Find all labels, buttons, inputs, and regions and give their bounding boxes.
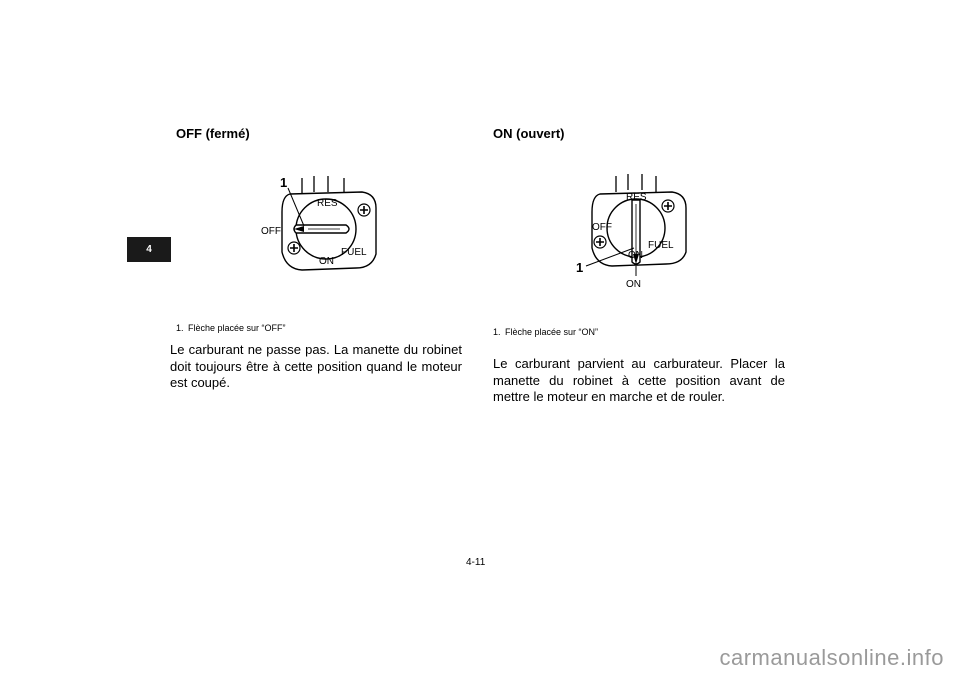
label-off: OFF	[261, 226, 281, 237]
label-on-below: ON	[626, 279, 641, 290]
label-res: RES	[626, 192, 647, 203]
label-fuel: FUEL	[341, 247, 367, 258]
off-caption	[176, 323, 286, 333]
fuel-cock-on-diagram	[572, 170, 694, 294]
label-on: ON	[628, 250, 643, 261]
label-res: RES	[317, 198, 338, 209]
label-fuel: FUEL	[648, 240, 674, 251]
caption-number: 1.	[493, 327, 501, 337]
screw-icon	[662, 200, 674, 212]
callout-number: 1	[280, 175, 288, 190]
screw-icon	[358, 204, 370, 216]
caption-text: Flèche placée sur “ON”	[505, 327, 599, 337]
screw-icon	[594, 236, 606, 248]
watermark: carmanualsonline.info	[719, 645, 944, 670]
label-on: ON	[319, 256, 334, 267]
label-off: OFF	[592, 222, 612, 233]
on-heading: ON (ouvert)	[493, 126, 565, 141]
page-number: 4-11	[466, 557, 486, 568]
caption-number: 1.	[176, 323, 184, 333]
on-caption	[493, 327, 598, 337]
on-paragraph: Le carburant parvient au carburateur. Placer la manette du robinet à cette position avant de mettre le moteur en marche et de rouler.	[493, 356, 785, 404]
screw-icon	[288, 242, 300, 254]
fuel-cock-off-diagram	[252, 172, 384, 276]
off-paragraph: Le carburant ne passe pas. La manette du robinet doit toujours être à cette position quand le moteur est coupé.	[170, 342, 462, 390]
chapter-tab: 4	[127, 237, 171, 262]
callout-number: 1	[576, 260, 584, 275]
off-heading: OFF (fermé)	[176, 126, 250, 141]
caption-text: Flèche placée sur “OFF”	[188, 323, 286, 333]
